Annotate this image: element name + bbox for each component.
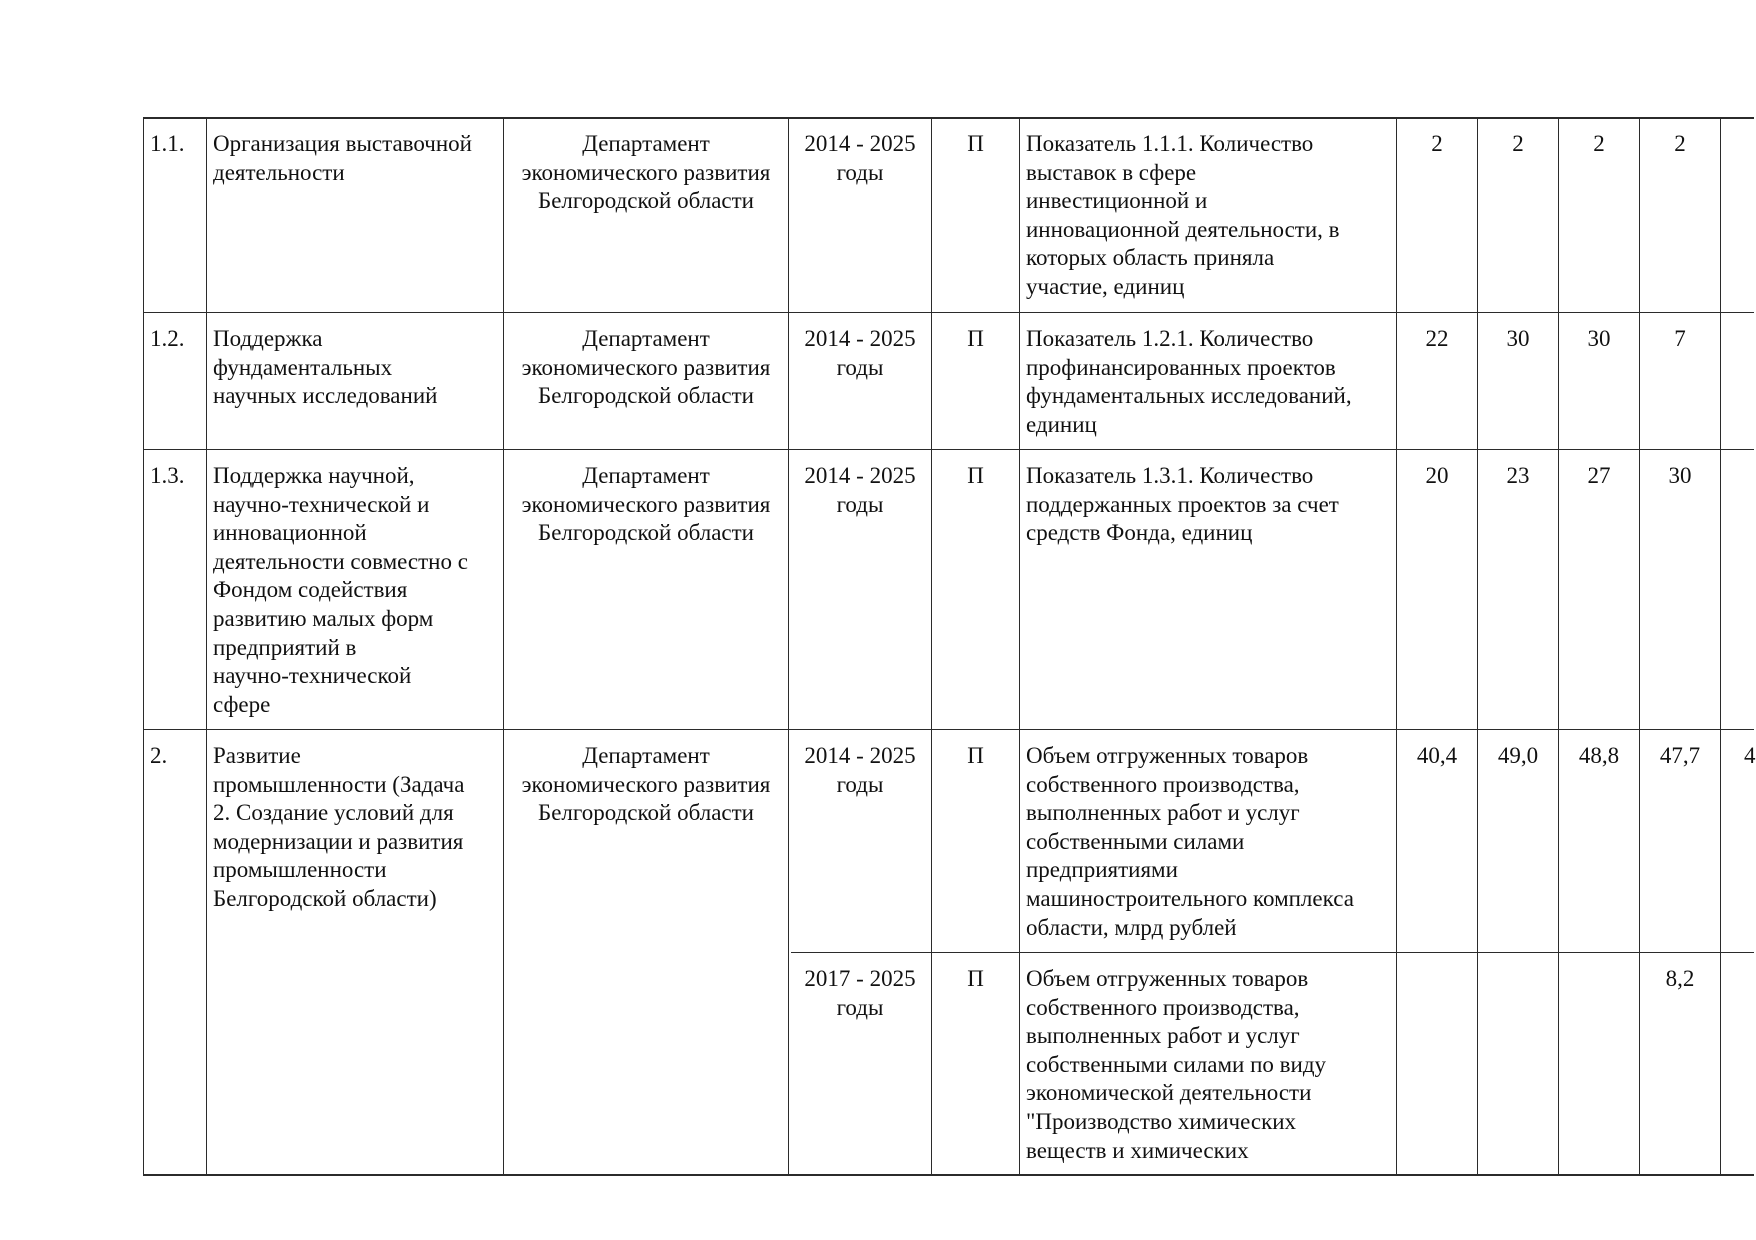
indicator-type: П [967,463,984,488]
period: 2014 - 2025 годы [804,463,916,517]
value-cell: 2 [1674,131,1686,156]
indicator-type: П [967,743,984,768]
indicator-text: Показатель 1.3.1. Количество поддержанных проектов за счет средств Фонда, единиц [1026,463,1339,546]
col-border [1477,117,1478,1176]
responsible-department: Департамент экономического развития Белгородской области [521,131,771,214]
col-border [503,117,504,1176]
value-cell: 49,0 [1497,743,1539,768]
value-cell: 22 [1425,326,1449,351]
col-border [1396,117,1397,1176]
col-border [143,117,144,1176]
indicator-type: П [967,131,984,156]
indicator-text: Объем отгруженных товаров собственного производства, выполненных работ и услуг собственными силами предприятиями машиностроительного комплекса области, млрд рублей [1026,743,1354,940]
indicator-text: Объем отгруженных товаров собственного производства, выполненных работ и услуг собственными силами по виду экономической деятельности "Производство химических веществ и химических [1026,966,1327,1163]
value-cell: 47,7 [1659,743,1701,768]
indicator-type: П [967,326,984,351]
row-number: 1.3. [150,463,185,488]
indicator-type: П [967,966,984,991]
period: 2014 - 2025 годы [804,326,916,380]
responsible-department: Департамент экономического развития Белгородской области [521,326,771,409]
value-cell: 30 [1506,326,1530,351]
activity-name: Развитие промышленности (Задача 2. Создание условий для модернизации и развития промышленности Белгородской области) [213,743,465,911]
value-cell: 2 [1431,131,1443,156]
value-cell: 20 [1425,463,1449,488]
period: 2017 - 2025 годы [804,966,916,1020]
activity-name: Организация выставочной деятельности [213,131,472,185]
value-cell: 2 [1593,131,1605,156]
row-number: 1.2. [150,326,185,351]
value-cell: 30 [1668,463,1692,488]
row-border-top [143,117,1754,119]
value-cell: 48,8 [1578,743,1620,768]
col-border [1019,117,1020,1176]
col-border [1558,117,1559,1176]
row-number: 2. [150,743,168,768]
responsible-department: Департамент экономического развития Белгородской области [521,463,771,546]
col-border [1639,117,1640,1176]
row-number: 1.1. [150,131,185,156]
period: 2014 - 2025 годы [804,743,916,797]
row-border [143,729,1754,730]
col-border [931,117,932,1176]
responsible-department: Департамент экономического развития Белгородской области [521,743,771,826]
value-cell: 4 [1744,743,1756,768]
indicator-text: Показатель 1.2.1. Количество профинансированных проектов фундаментальных исследований, единиц [1026,326,1352,437]
value-cell: 40,4 [1416,743,1458,768]
row-border [143,312,1754,313]
value-cell: 30 [1587,326,1611,351]
col-border [206,117,207,1176]
row-border-bottom [143,1174,1754,1176]
col-border [1720,117,1721,1176]
value-cell: 7 [1674,326,1686,351]
activity-name: Поддержка фундаментальных научных исследований [213,326,438,409]
value-cell: 2 [1512,131,1524,156]
activity-name: Поддержка научной, научно-технической и инновационной деятельности совместно с Фондом содействия развитию малых форм предприятий в научно-технической сфере [213,463,468,717]
value-cell: 27 [1587,463,1611,488]
value-cell: 23 [1506,463,1530,488]
row-border [143,449,1754,450]
subrow-border [791,952,1754,953]
period: 2014 - 2025 годы [804,131,916,185]
indicator-text: Показатель 1.1.1. Количество выставок в сфере инвестиционной и инновационной деятельности, в которых область приняла участие, единиц [1026,131,1340,299]
value-cell: 8,2 [1665,966,1695,991]
